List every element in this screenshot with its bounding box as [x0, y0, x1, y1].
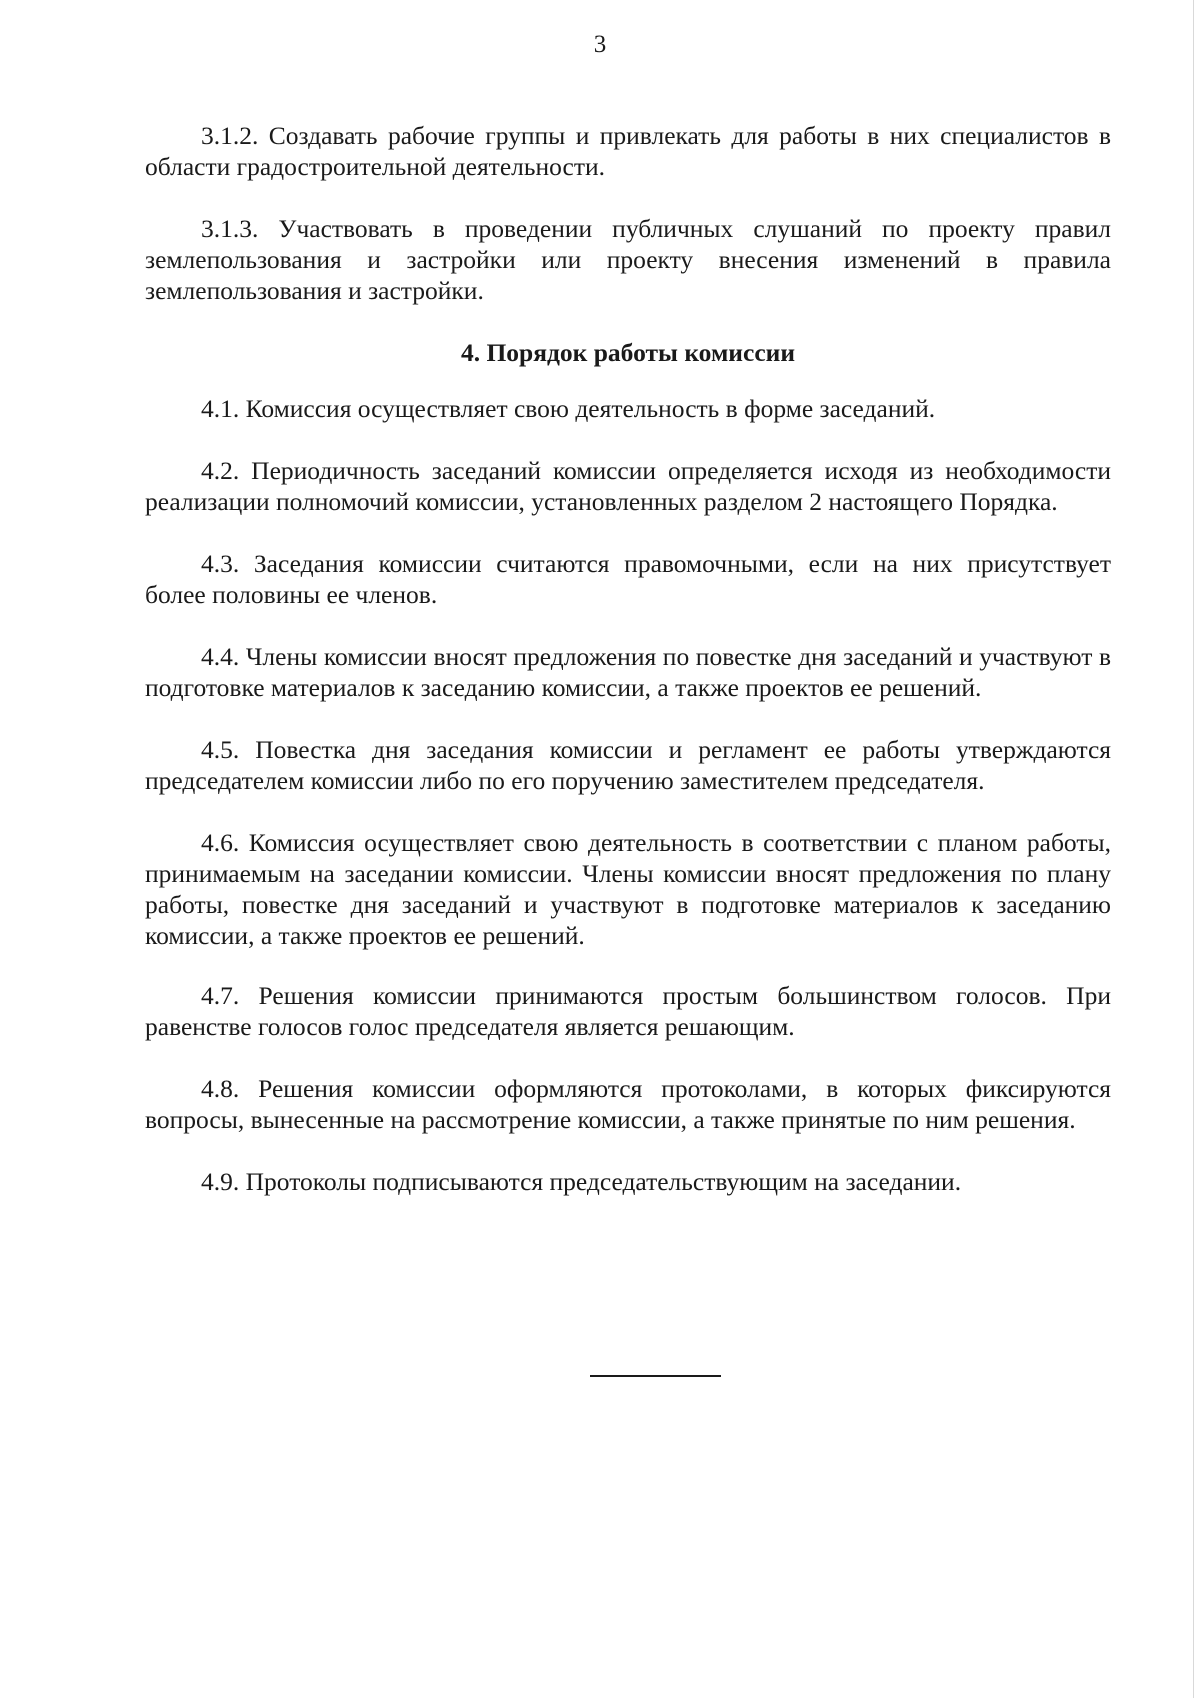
paragraph-4-2: 4.2. Периодичность заседаний комиссии определяется исходя из необходимости реализации полномочий комиссии, установленных разделом 2 настоящего Порядка.: [145, 456, 1111, 516]
page-number: 3: [593, 31, 607, 58]
end-of-document-rule: [590, 1375, 721, 1377]
paragraph-4-9: 4.9. Протоколы подписываются председательствующим на заседании.: [201, 1167, 962, 1196]
document-body: [145, 120, 1111, 1228]
paragraph-3-1-2: 3.1.2. Создавать рабочие группы и привлекать для работы в них специалистов в области градостроительной деятельности.: [145, 121, 1111, 181]
paragraph-4-1: 4.1. Комиссия осуществляет свою деятельность в форме заседаний.: [201, 394, 936, 423]
paragraph-4-7: 4.7. Решения комиссии принимаются простым большинством голосов. При равенстве голосов голос председателя является решающим.: [145, 981, 1111, 1041]
paragraph-4-6: 4.6. Комиссия осуществляет свою деятельность в соответствии с планом работы, принимаемым на заседании комиссии. Члены комиссии вносят предложения по плану работы, повестке дня заседаний и участвуют в подготовке материалов к заседанию комиссии, а также проектов ее решений.: [145, 828, 1111, 950]
paragraph-4-4: 4.4. Члены комиссии вносят предложения по повестке дня заседаний и участвуют в подготовке материалов к заседанию комиссии, а также проектов ее решений.: [145, 642, 1111, 702]
paragraph-4-8: 4.8. Решения комиссии оформляются протоколами, в которых фиксируются вопросы, вынесенные на рассмотрение комиссии, а также принятые по ним решения.: [145, 1074, 1111, 1134]
paragraph-4-5: 4.5. Повестка дня заседания комиссии и регламент ее работы утверждаются председателем комиссии либо по его поручению заместителем председателя.: [145, 735, 1111, 795]
paragraph-3-1-3: 3.1.3. Участвовать в проведении публичных слушаний по проекту правил землепользования и застройки или проекту внесения изменений в правила землепользования и застройки.: [145, 214, 1111, 305]
paragraph-4-3: 4.3. Заседания комиссии считаются правомочными, если на них присутствует более половины ее членов.: [145, 549, 1111, 609]
page-edge-line: [1193, 0, 1194, 1698]
section-heading: 4. Порядок работы комиссии: [460, 338, 796, 367]
